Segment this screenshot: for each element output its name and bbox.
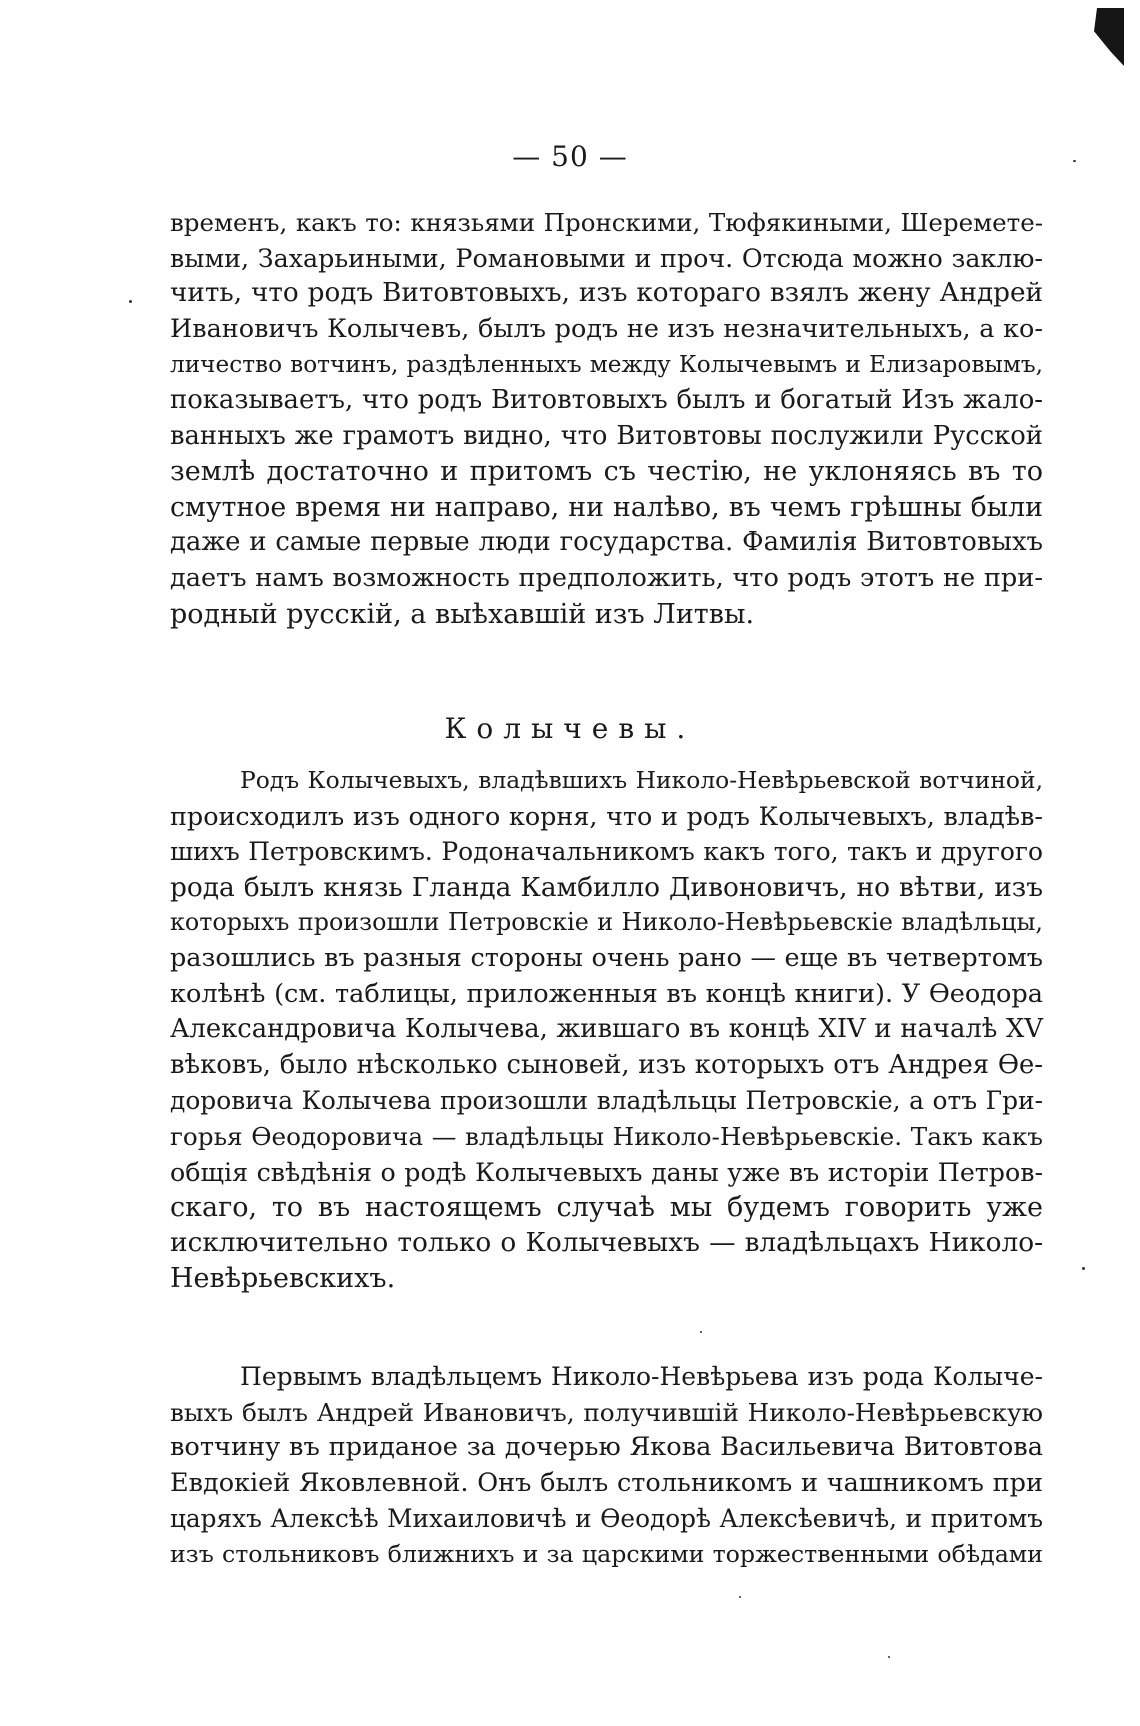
scan-speck [1073, 160, 1076, 162]
scan-speck [888, 1656, 890, 1658]
scan-speck [700, 1331, 702, 1333]
text-line: общія свѣдѣнія о родѣ Колычевыхъ даны уже въ исторіи Петров- [170, 1157, 1043, 1187]
text-line: доровича Колычева произошли владѣльцы Петровскіе, а отъ Гри- [170, 1086, 1043, 1116]
text-line: чить, что родъ Витовтовыхъ, изъ котораго взялъ жену Андрей [170, 278, 1043, 309]
text-line: даетъ намъ возможность предположить, что родъ этотъ не при- [170, 562, 1043, 593]
text-line: Невѣрьевскихъ. [170, 1263, 396, 1295]
text-line: личество вотчинъ, раздѣленныхъ между Колычевымъ и Елизаровымъ, [170, 351, 1043, 379]
text-line: царяхъ Алексѣѣ Михаиловичѣ и Ѳеодорѣ Алексѣевичѣ, и притомъ [170, 1504, 1043, 1534]
text-line: разошлись въ разныя стороны очень рано — еще въ четвертомъ [170, 942, 1043, 973]
text-line: Евдокіей Яковлевной. Онъ былъ стольникомъ и чашникомъ при [170, 1467, 1043, 1498]
text-line: даже и самые первые люди государства. Фамилія Витовтовыхъ [170, 527, 1043, 558]
text-line: Ивановичъ Колычевъ, былъ родъ не изъ незначительныхъ, а ко- [170, 313, 1043, 344]
paragraph-3 [170, 1359, 1043, 1573]
text-line: землѣ достаточно и притомъ съ честію, не уклоняясь въ то [170, 456, 1043, 488]
text-line: показываетъ, что родъ Витовтовыхъ былъ и богатый Изъ жало- [170, 384, 1043, 415]
text-line: вотчину въ приданое за дочерью Якова Васильевича Витовтова [170, 1432, 1043, 1463]
text-line: выхъ былъ Андрей Ивановичъ, получившій Николо-Невѣрьевскую [170, 1397, 1043, 1427]
text-line: родный русскій, а выѣхавшій изъ Литвы. [170, 598, 755, 630]
scan-speck [1082, 1267, 1085, 1270]
section-heading: Колычевы. [444, 712, 696, 745]
text-line: рода былъ князь Гланда Камбилло Дивоновичъ, но вѣтви, изъ [170, 871, 1043, 903]
scan-speck [129, 300, 132, 303]
text-line: вѣковъ, было нѣсколько сыновей, изъ которыхъ отъ Андрея Ѳе- [170, 1049, 1043, 1080]
page-number: — 50 — [512, 140, 628, 173]
text-line: смутное время ни направо, ни налѣво, въ чемъ грѣшны были [170, 491, 1043, 523]
text-line: горья Ѳеодоровича — владѣльцы Николо-Невѣрьевскіе. Такъ какъ [170, 1121, 1043, 1151]
text-line: изъ стольниковъ ближнихъ и за царскими торжественными обѣдами [170, 1539, 1043, 1568]
scan-speck [739, 1596, 741, 1598]
paragraph-2 [170, 763, 1043, 1297]
text-line: исключительно только о Колычевыхъ — владѣльцахъ Николо- [170, 1227, 1043, 1258]
paragraph-1 [170, 205, 1043, 632]
text-line: временъ, какъ то: князьями Пронскими, Тюфякиными, Шеремете- [170, 208, 1043, 237]
text-line: которыхъ произошли Петровскіе и Николо-Невѣрьевскіе владѣльцы, [170, 908, 1043, 937]
text-line: ванныхъ же грамотъ видно, что Витовтовы послужили Русской [170, 420, 1043, 451]
text-line: колѣнѣ (см. таблицы, приложенныя въ концѣ книги). У Ѳеодора [170, 978, 1043, 1009]
text-line: Родъ Колычевыхъ, владѣвшихъ Николо-Невѣрьевской вотчиной, [240, 766, 1043, 794]
text-line: выми, Захарьиными, Романовыми и проч. Отсюда можно заклю- [170, 242, 1043, 273]
text-line: Первымъ владѣльцемъ Николо-Невѣрьева изъ рода Колыче- [240, 1362, 1043, 1391]
text-line: шихъ Петровскимъ. Родоначальникомъ какъ того, такъ и другого [170, 837, 1043, 867]
text-line: Александровича Колычева, жившаго въ концѣ XIV и началѣ XV [170, 1014, 1043, 1045]
text-line: происходилъ изъ одного корня, что и родъ Колычевыхъ, владѣв- [170, 800, 1043, 831]
corner-ink-mark [1094, 8, 1124, 66]
text-line: скаго, то въ настоящемъ случаѣ мы будемъ говорить уже [170, 1192, 1043, 1224]
